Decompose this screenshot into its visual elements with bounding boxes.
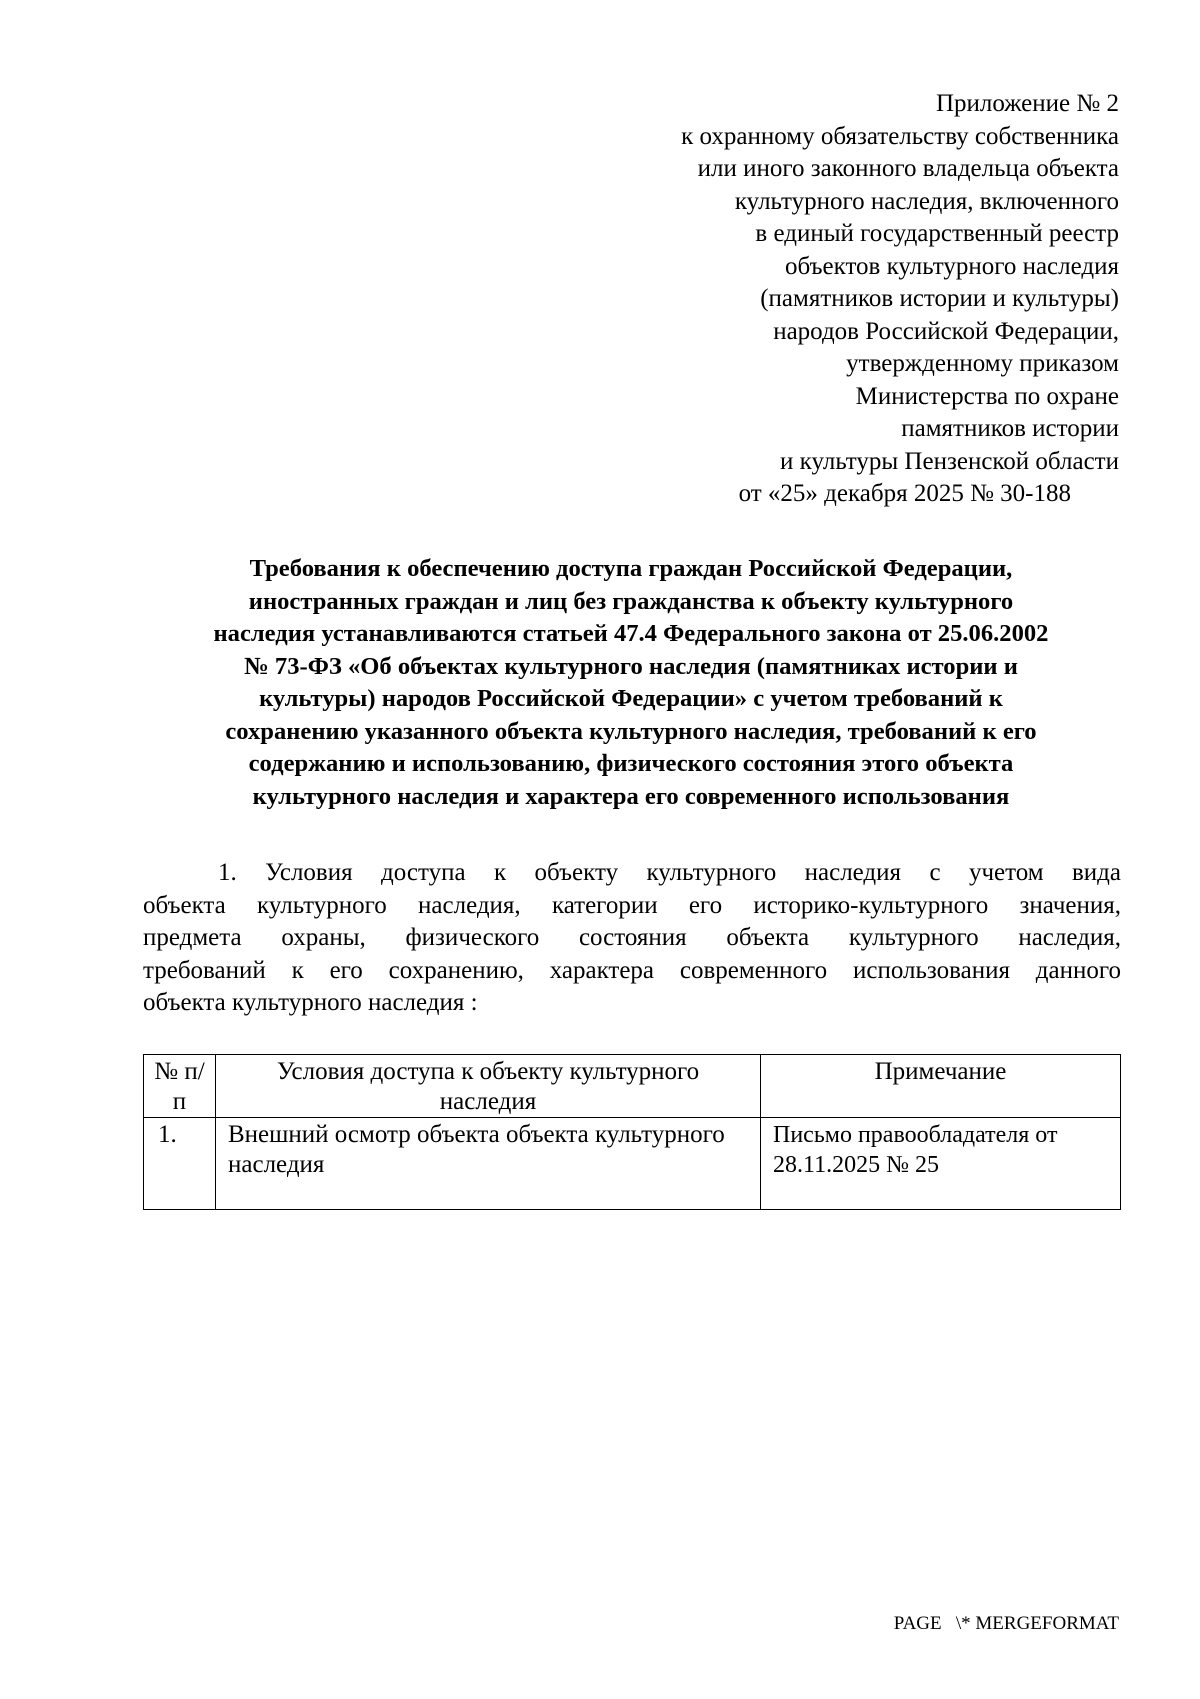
title-line: Требования к обеспечению доступа граждан Российской Федерации, xyxy=(249,555,1013,582)
page-field-footer: PAGE \* MERGEFORMAT xyxy=(893,1613,1119,1634)
paragraph-line: объекта культурного наследия, категории его историко-культурного значения, xyxy=(143,891,1121,919)
header-line: народов Российской Федерации, xyxy=(773,317,1119,345)
header-line-order-date: от «25» декабря 2025 № 30-188 xyxy=(738,480,1071,507)
header-line: и культуры Пензенской области xyxy=(780,447,1119,475)
header-line: объектов культурного наследия xyxy=(785,252,1119,280)
column-header-condition: Условия доступа к объекту культурного наследия xyxy=(216,1055,761,1118)
title-line: сохранению указанного объекта культурного наследия, требований к его xyxy=(225,717,1037,745)
document-title xyxy=(141,553,1121,813)
table-row xyxy=(144,1118,1121,1210)
header-line: к охранному обязательству собственника xyxy=(681,122,1119,150)
access-conditions-table xyxy=(143,1054,1121,1210)
title-line: культуры) народов Российской Федерации» с учетом требований к xyxy=(259,685,1003,712)
access-conditions-paragraph xyxy=(143,857,1121,1020)
title-line: иностранных граждан и лиц без гражданства к объекту культурного xyxy=(248,587,1014,615)
cell-number: 1. xyxy=(144,1118,216,1210)
title-line: содержанию и использованию, физического состояния этого объекта xyxy=(248,750,1014,777)
cell-condition: Внешний осмотр объекта объекта культурного наследия xyxy=(216,1118,761,1210)
title-line: наследия устанавливаются статьей 47.4 Федерального закона от 25.06.2002 xyxy=(213,620,1049,647)
header-line: в единый государственный реестр xyxy=(755,220,1119,247)
column-header-number: № п/п xyxy=(144,1055,216,1118)
paragraph-line: предмета охраны, физического состояния объекта культурного наследия, xyxy=(143,924,1121,951)
paragraph-line: 1. Условия доступа к объекту культурного наследия с учетом вида xyxy=(218,859,1121,886)
header-line: культурного наследия, включенного xyxy=(734,187,1119,215)
header-line: утвержденному приказом xyxy=(846,350,1119,377)
cell-note: Письмо правообладателя от 28.11.2025 № 25 xyxy=(761,1118,1121,1210)
table-header-row xyxy=(144,1055,1121,1118)
header-line: Министерства по охране xyxy=(855,382,1119,410)
header-line: (памятников истории и культуры) xyxy=(760,285,1119,312)
title-line: № 73-ФЗ «Об объектах культурного наследия (памятниках истории и xyxy=(244,652,1018,680)
paragraph-line: объекта культурного наследия : xyxy=(143,989,478,1016)
appendix-header xyxy=(559,88,1119,511)
header-line-appendix-number: Приложение № 2 xyxy=(935,90,1119,117)
paragraph-line: требований к его сохранению, характера современного использования данного xyxy=(143,956,1121,984)
title-line: культурного наследия и характера его современного использования xyxy=(252,782,1010,810)
header-line: памятников истории xyxy=(901,415,1119,442)
column-header-note: Примечание xyxy=(761,1055,1121,1118)
header-line: или иного законного владельца объекта xyxy=(697,155,1119,182)
